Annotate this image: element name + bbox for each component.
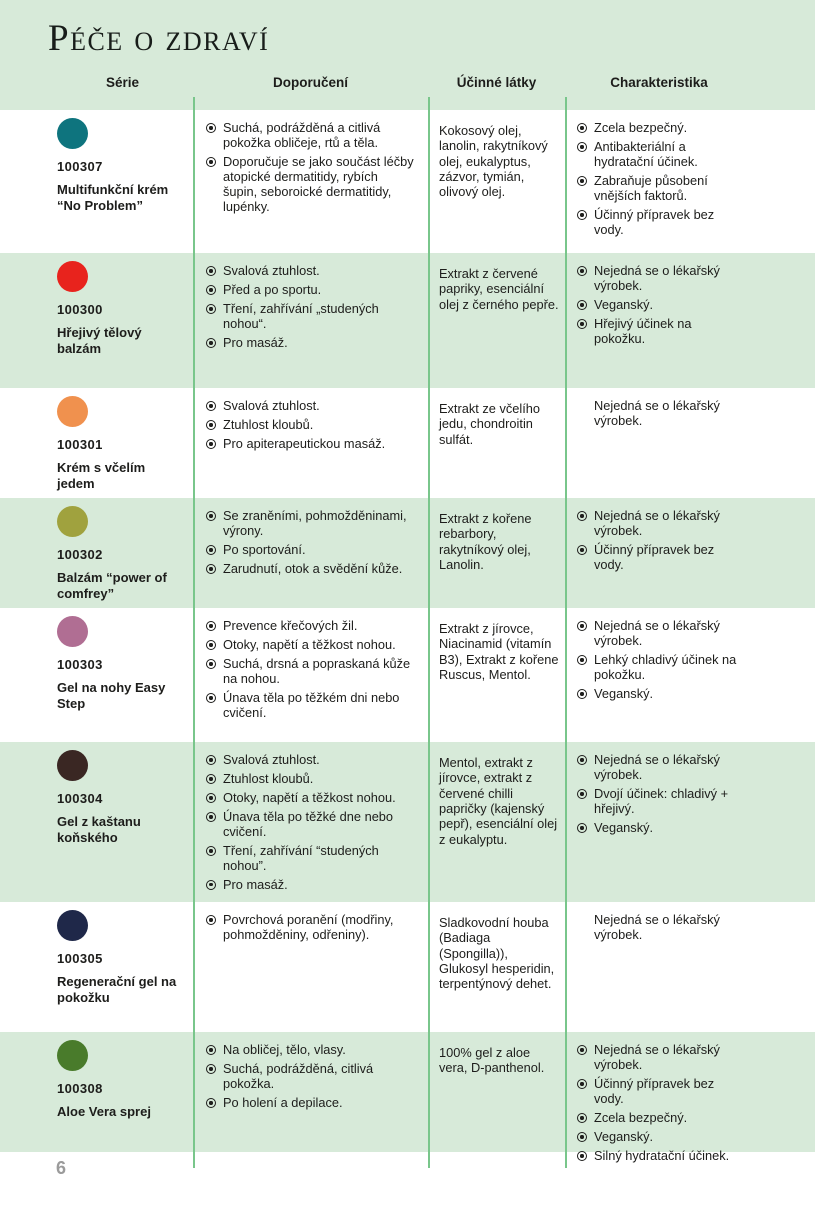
bullet-icon (577, 655, 587, 665)
bullet-icon (577, 823, 587, 833)
recommendation-item: Únava těla po těžké dne nebo cvičení. (206, 810, 414, 840)
recommendation-item: Ztuhlost kloubů. (206, 772, 414, 787)
characteristic-item: Zcela bezpečný. (577, 1111, 737, 1126)
bullet-icon (206, 1064, 216, 1074)
recommendation-item: Suchá, podrážděná a citlivá pokožka obličeje, rtů a těla. (206, 121, 414, 151)
recommendations-cell (193, 253, 428, 388)
bullet-icon (206, 511, 216, 521)
recommendation-item: Otoky, napětí a těžkost nohou. (206, 638, 414, 653)
recommendation-item: Doporučuje se jako součást léčby atopické dermatitidy, rybích šupin, seboroické dermatitidy, lupénky. (206, 155, 414, 215)
bullet-icon (206, 915, 216, 925)
page-title: Péče o zdraví (48, 18, 270, 59)
characteristic-item: Dvojí účinek: chladivý + hřejivý. (577, 787, 737, 817)
bullet-icon (577, 1151, 587, 1161)
table-row (0, 253, 815, 388)
characteristics-cell (565, 902, 815, 1032)
column-divider-stubs (0, 97, 815, 110)
bullet-icon (206, 123, 216, 133)
recommendations-cell (193, 1032, 428, 1168)
bullet-icon (577, 1132, 587, 1142)
product-color-dot (57, 1040, 88, 1071)
bullet-icon (206, 420, 216, 430)
characteristics-cell (565, 388, 815, 498)
recommendations-cell (193, 498, 428, 608)
product-color-dot (57, 910, 88, 941)
bullet-icon (577, 755, 587, 765)
column-header-ucinne-latky: Účinné látky (456, 75, 537, 90)
bullet-icon (577, 1045, 587, 1055)
characteristic-item: Nejedná se o lékařský výrobek. (594, 398, 720, 428)
table-row (0, 498, 815, 608)
characteristic-item: Lehký chladivý účinek na pokožku. (577, 653, 737, 683)
bullet-icon (577, 176, 587, 186)
recommendation-item: Se zraněními, pohmožděninami, výrony. (206, 509, 414, 539)
recommendation-item: Před a po sportu. (206, 283, 414, 298)
table-row (0, 902, 815, 1032)
recommendation-item: Pro masáž. (206, 336, 414, 351)
bullet-icon (577, 1113, 587, 1123)
bullet-icon (206, 285, 216, 295)
recommendation-item: Tření, zahřívání “studených nohou”. (206, 844, 414, 874)
product-color-dot (57, 506, 88, 537)
recommendation-item: Otoky, napětí a těžkost nohou. (206, 791, 414, 806)
recommendation-item: Svalová ztuhlost. (206, 753, 414, 768)
characteristics-cell (565, 253, 815, 388)
bullet-icon (577, 123, 587, 133)
product-color-dot (57, 261, 88, 292)
recommendation-item: Zarudnutí, otok a svědění kůže. (206, 562, 414, 577)
ingredients-cell: Extrakt ze včelího jedu, chondroitin sulfát. (428, 388, 565, 498)
characteristic-item: Veganský. (577, 821, 737, 836)
bullet-icon (577, 689, 587, 699)
characteristic-item: Veganský. (577, 298, 737, 313)
recommendation-item: Suchá, drsná a popraskaná kůže na nohou. (206, 657, 414, 687)
ingredients-cell: 100% gel z aloe vera, D-panthenol. (428, 1032, 565, 1168)
product-color-dot (57, 396, 88, 427)
bullet-icon (577, 545, 587, 555)
characteristic-item: Zcela bezpečný. (577, 121, 737, 136)
characteristics-cell (565, 498, 815, 608)
characteristics-cell (565, 742, 815, 902)
recommendation-item: Svalová ztuhlost. (206, 399, 414, 414)
ingredients-cell: Kokosový olej, lanolin, rakytníkový olej, eukalyptus, zázvor, tymián, olivový olej. (428, 110, 565, 253)
product-color-dot (57, 750, 88, 781)
recommendation-item: Pro apiterapeutickou masáž. (206, 437, 414, 452)
bullet-icon (206, 266, 216, 276)
bullet-icon (206, 793, 216, 803)
bullet-icon (206, 1098, 216, 1108)
product-name: Aloe Vera sprej (57, 1104, 151, 1119)
bullet-icon (206, 659, 216, 669)
bullet-icon (577, 621, 587, 631)
bullet-icon (577, 300, 587, 310)
product-code: 100302 (57, 547, 103, 562)
bullet-icon (206, 774, 216, 784)
ingredients-cell: Sladkovodní houba (Badiaga (Spongilla)), Glukosyl hesperidin, terpentýnový dehet. (428, 902, 565, 1032)
bullet-icon (206, 157, 216, 167)
bullet-icon (577, 1079, 587, 1089)
product-name: Regenerační gel na pokožku (57, 974, 177, 1005)
characteristic-item: Veganský. (577, 1130, 737, 1145)
serie-cell (0, 902, 193, 1032)
bullet-icon (206, 880, 216, 890)
recommendations-cell (193, 608, 428, 742)
bullet-icon (206, 812, 216, 822)
ingredients-cell: Extrakt z červené papriky, esenciální olej z černého pepře. (428, 253, 565, 388)
product-code: 100308 (57, 1081, 103, 1096)
serie-cell (0, 253, 193, 388)
bullet-icon (206, 693, 216, 703)
product-code: 100301 (57, 437, 103, 452)
recommendation-item: Svalová ztuhlost. (206, 264, 414, 279)
product-color-dot (57, 118, 88, 149)
recommendations-cell (193, 388, 428, 498)
characteristic-item: Nejedná se o lékařský výrobek. (577, 753, 737, 783)
ingredients-cell: Extrakt z kořene rebarbory, rakytníkový olej, Lanolin. (428, 498, 565, 608)
characteristic-item: Silný hydratační účinek. (577, 1149, 737, 1164)
table-row (0, 110, 815, 253)
table-row (0, 388, 815, 498)
table-row (0, 1032, 815, 1163)
product-name: Gel z kaštanu koňského (57, 814, 141, 845)
recommendation-item: Únava těla po těžkém dni nebo cvičení. (206, 691, 414, 721)
recommendation-item: Po sportování. (206, 543, 414, 558)
characteristic-item: Nejedná se o lékařský výrobek. (577, 264, 737, 294)
bullet-icon (206, 304, 216, 314)
characteristic-item: Zabraňuje působení vnějších faktorů. (577, 174, 737, 204)
characteristics-cell (565, 608, 815, 742)
product-name: Multifunkční krém “No Problem” (57, 182, 169, 213)
serie-cell (0, 110, 193, 253)
characteristic-item: Hřejivý účinek na pokožku. (577, 317, 737, 347)
product-name: Hřejivý tělový balzám (57, 325, 142, 356)
characteristic-item: Účinný přípravek bez vody. (577, 543, 737, 573)
ingredients-cell: Extrakt z jírovce, Niacinamid (vitamín B3), Extrakt z kořene Ruscus, Mentol. (428, 608, 565, 742)
recommendation-item: Povrchová poranění (modřiny, pohmožděniny, odřeniny). (206, 913, 414, 943)
characteristic-item: Nejedná se o lékařský výrobek. (594, 912, 720, 942)
recommendations-cell (193, 742, 428, 902)
recommendation-item: Pro masáž. (206, 878, 414, 893)
bullet-icon (206, 621, 216, 631)
recommendation-item: Prevence křečových žil. (206, 619, 414, 634)
recommendation-item: Na obličej, tělo, vlasy. (206, 1043, 414, 1058)
bullet-icon (206, 545, 216, 555)
table-row (0, 608, 815, 742)
bullet-icon (206, 338, 216, 348)
bullet-icon (577, 319, 587, 329)
product-code: 100305 (57, 951, 103, 966)
bullet-icon (206, 755, 216, 765)
characteristic-item: Účinný přípravek bez vody. (577, 208, 737, 238)
recommendations-cell (193, 902, 428, 1032)
bullet-icon (577, 789, 587, 799)
characteristic-item: Účinný přípravek bez vody. (577, 1077, 737, 1107)
bullet-icon (206, 564, 216, 574)
characteristic-item: Nejedná se o lékařský výrobek. (577, 1043, 737, 1073)
bullet-icon (206, 401, 216, 411)
column-header-doporuceni: Doporučení (272, 75, 348, 90)
column-header-serie: Série (105, 75, 140, 90)
product-color-dot (57, 616, 88, 647)
ingredients-cell: Mentol, extrakt z jírovce, extrakt z červené chilli papričky (kajenský pepř), esenciální olej z eukalyptu. (428, 742, 565, 902)
characteristics-cell (565, 1032, 815, 1168)
characteristic-item: Antibakteriální a hydratační účinek. (577, 140, 737, 170)
characteristics-cell (565, 110, 815, 253)
recommendation-item: Po holení a depilace. (206, 1096, 414, 1111)
serie-cell (0, 498, 193, 608)
serie-cell (0, 388, 193, 498)
bullet-icon (206, 439, 216, 449)
recommendation-item: Ztuhlost kloubů. (206, 418, 414, 433)
bullet-icon (206, 640, 216, 650)
recommendation-item: Suchá, podrážděná, citlivá pokožka. (206, 1062, 414, 1092)
bullet-icon (577, 210, 587, 220)
product-code: 100303 (57, 657, 103, 672)
product-code: 100307 (57, 159, 103, 174)
serie-cell (0, 608, 193, 742)
recommendations-cell (193, 110, 428, 253)
product-code: 100304 (57, 791, 103, 806)
product-name: Gel na nohy Easy Step (57, 680, 166, 711)
characteristic-item: Nejedná se o lékařský výrobek. (577, 619, 737, 649)
product-name: Krém s včelím jedem (57, 460, 146, 491)
characteristic-item: Veganský. (577, 687, 737, 702)
product-name: Balzám “power of comfrey” (57, 570, 167, 601)
serie-cell (0, 1032, 193, 1168)
characteristic-item: Nejedná se o lékařský výrobek. (577, 509, 737, 539)
page-header (0, 0, 815, 110)
column-headers (0, 75, 815, 97)
page-number: 6 (56, 1158, 67, 1178)
product-code: 100300 (57, 302, 103, 317)
bullet-icon (206, 1045, 216, 1055)
bullet-icon (206, 846, 216, 856)
table-row (0, 742, 815, 902)
serie-cell (0, 742, 193, 902)
bullet-icon (577, 142, 587, 152)
recommendation-item: Tření, zahřívání „studených nohou“. (206, 302, 414, 332)
bullet-icon (577, 266, 587, 276)
column-header-charakteristika: Charakteristika (610, 75, 708, 90)
bullet-icon (577, 511, 587, 521)
